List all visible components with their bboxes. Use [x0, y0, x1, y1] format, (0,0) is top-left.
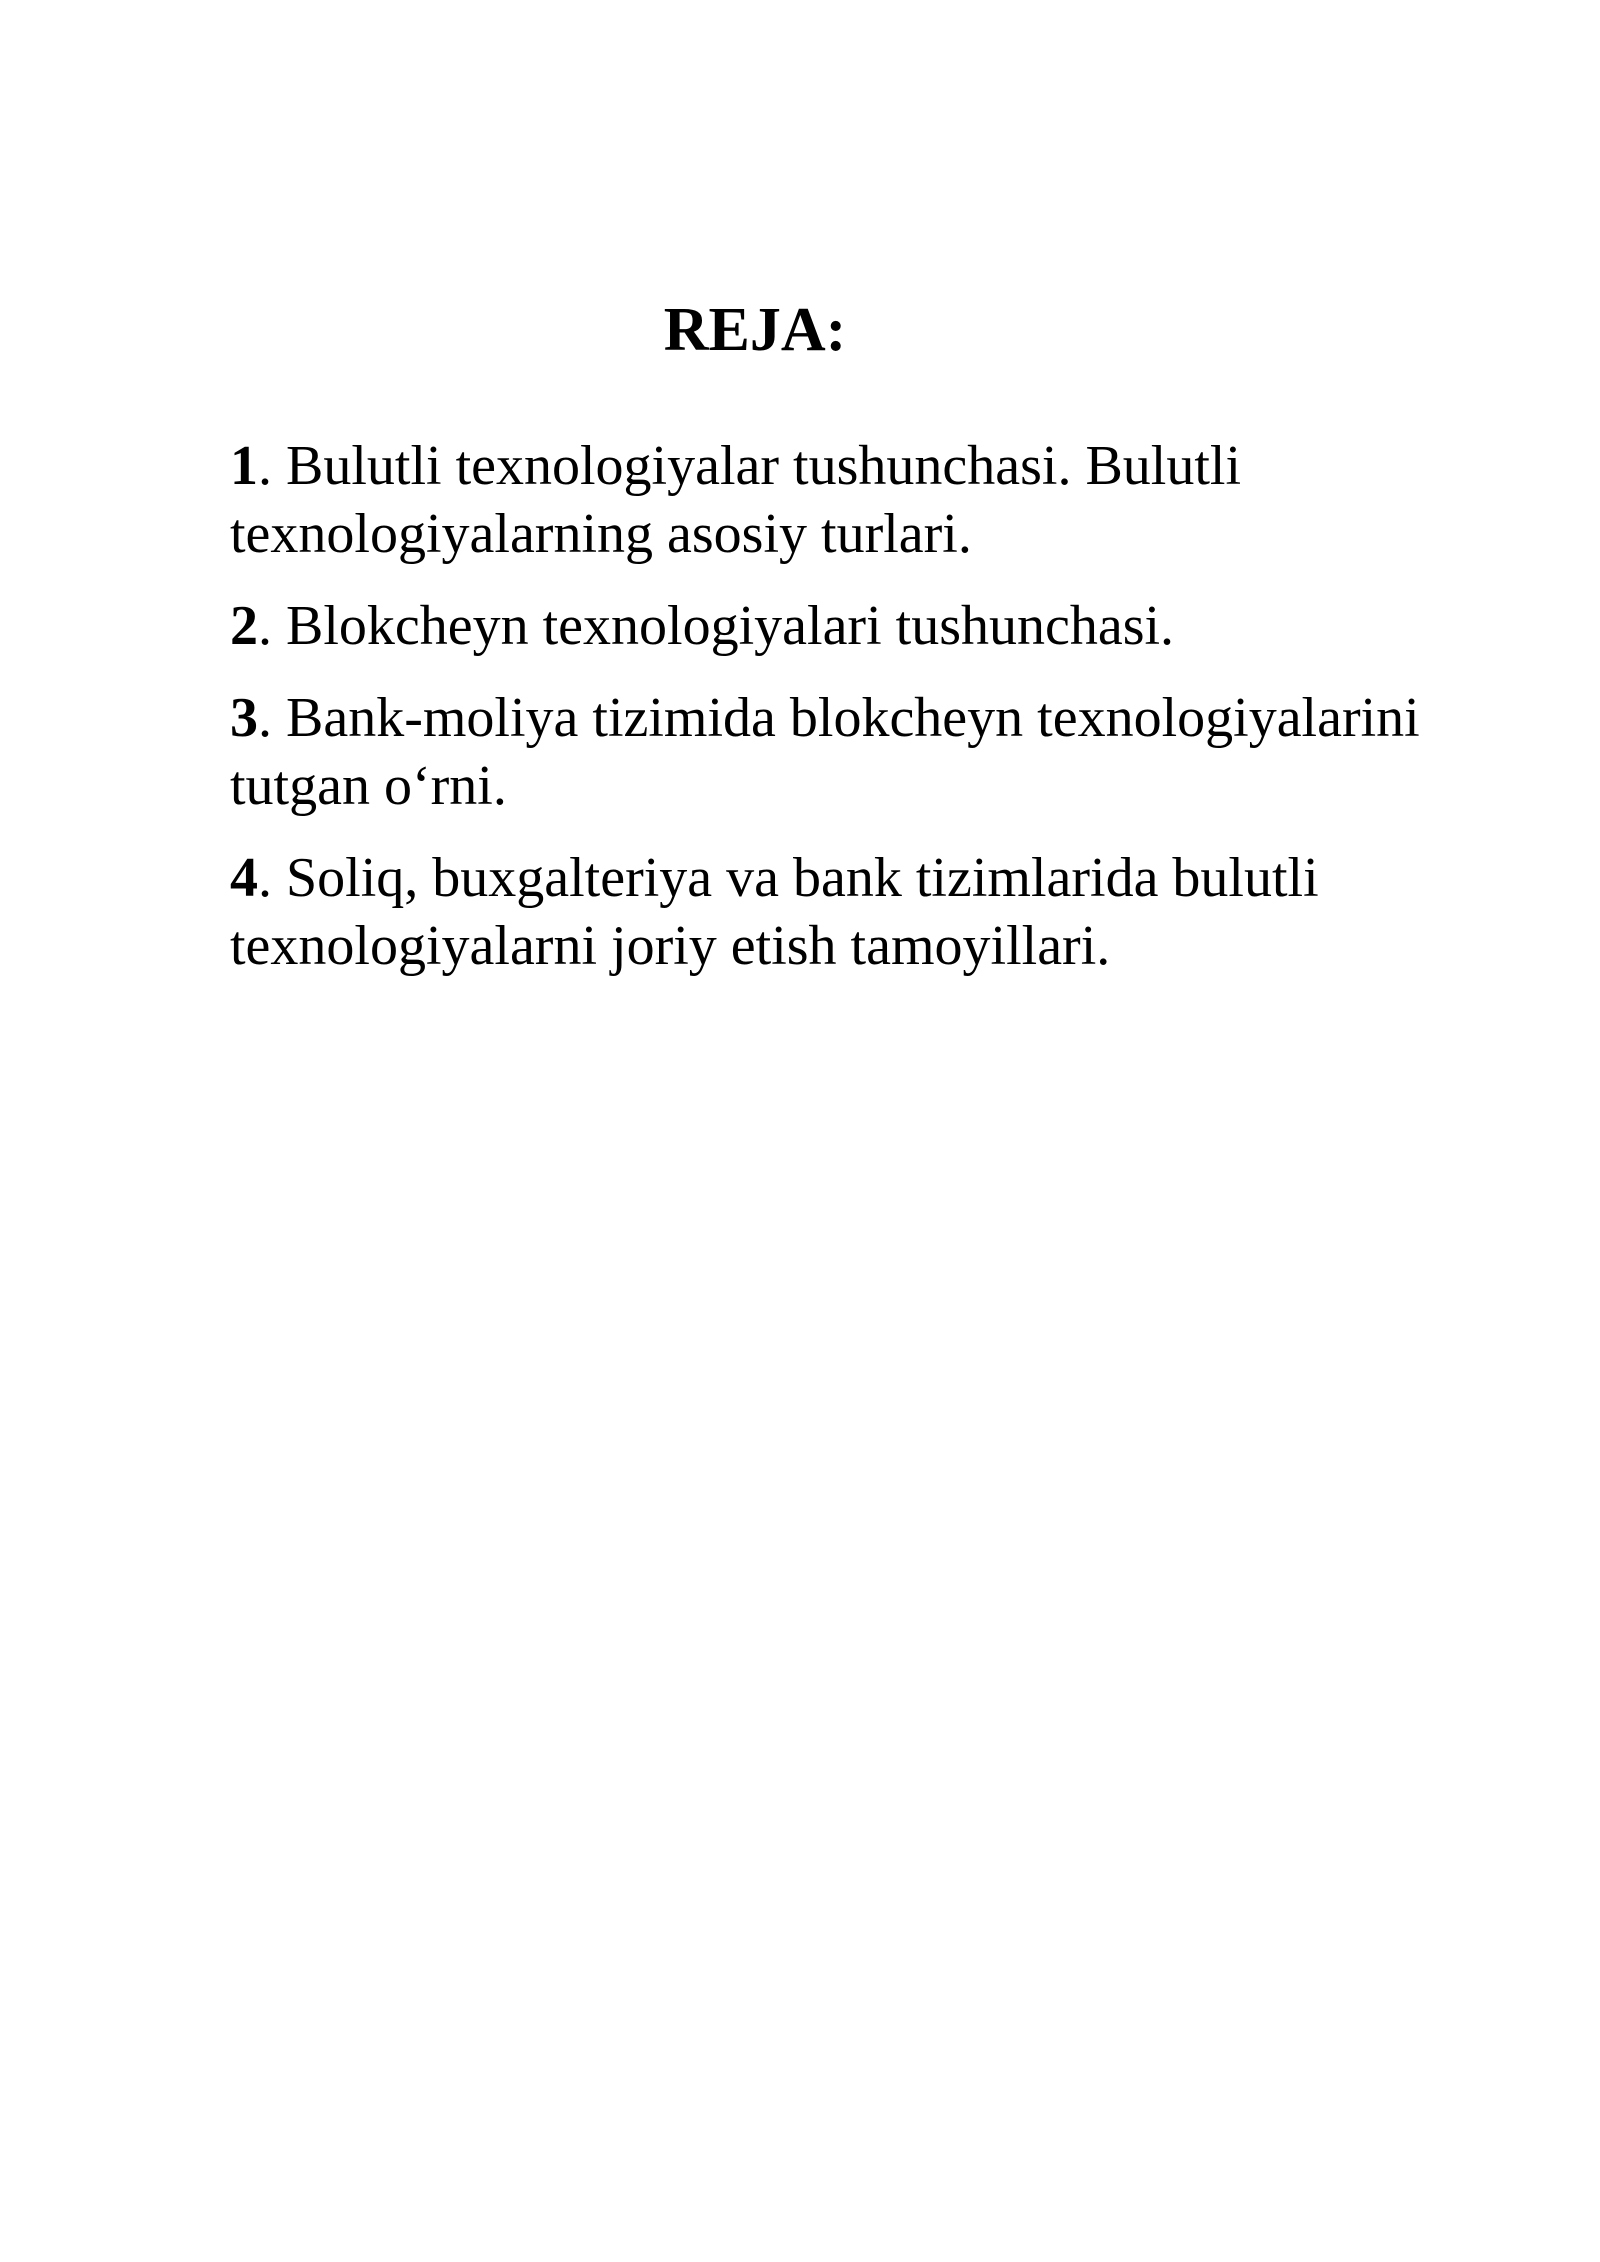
plan-item-text: . Soliq, buxgalteriya va bank tizimlarida bulutli texnologiyalarni joriy etish tamoyillari.: [230, 847, 1319, 977]
plan-item-3: [230, 684, 1540, 820]
plan-item-number: 3: [230, 687, 258, 749]
page-title: REJA:: [663, 296, 847, 364]
plan-item-2: [230, 592, 1540, 660]
plan-item-number: 2: [230, 595, 258, 657]
plan-item-number: 4: [230, 847, 258, 909]
plan-item-number: 1: [230, 435, 258, 497]
plan-item-text: . Bank-moliya tizimida blokcheyn texnologiyalarini tutgan o‘rni.: [230, 687, 1420, 817]
plan-item-text: . Bulutli texnologiyalar tushunchasi. Bulutli texnologiyalarning asosiy turlari.: [230, 435, 1242, 565]
plan-item-1: [230, 432, 1540, 568]
plan-item-4: [230, 844, 1540, 980]
plan-list: [230, 432, 1540, 1004]
plan-item-text: . Blokcheyn texnologiyalari tushunchasi.: [258, 595, 1175, 657]
